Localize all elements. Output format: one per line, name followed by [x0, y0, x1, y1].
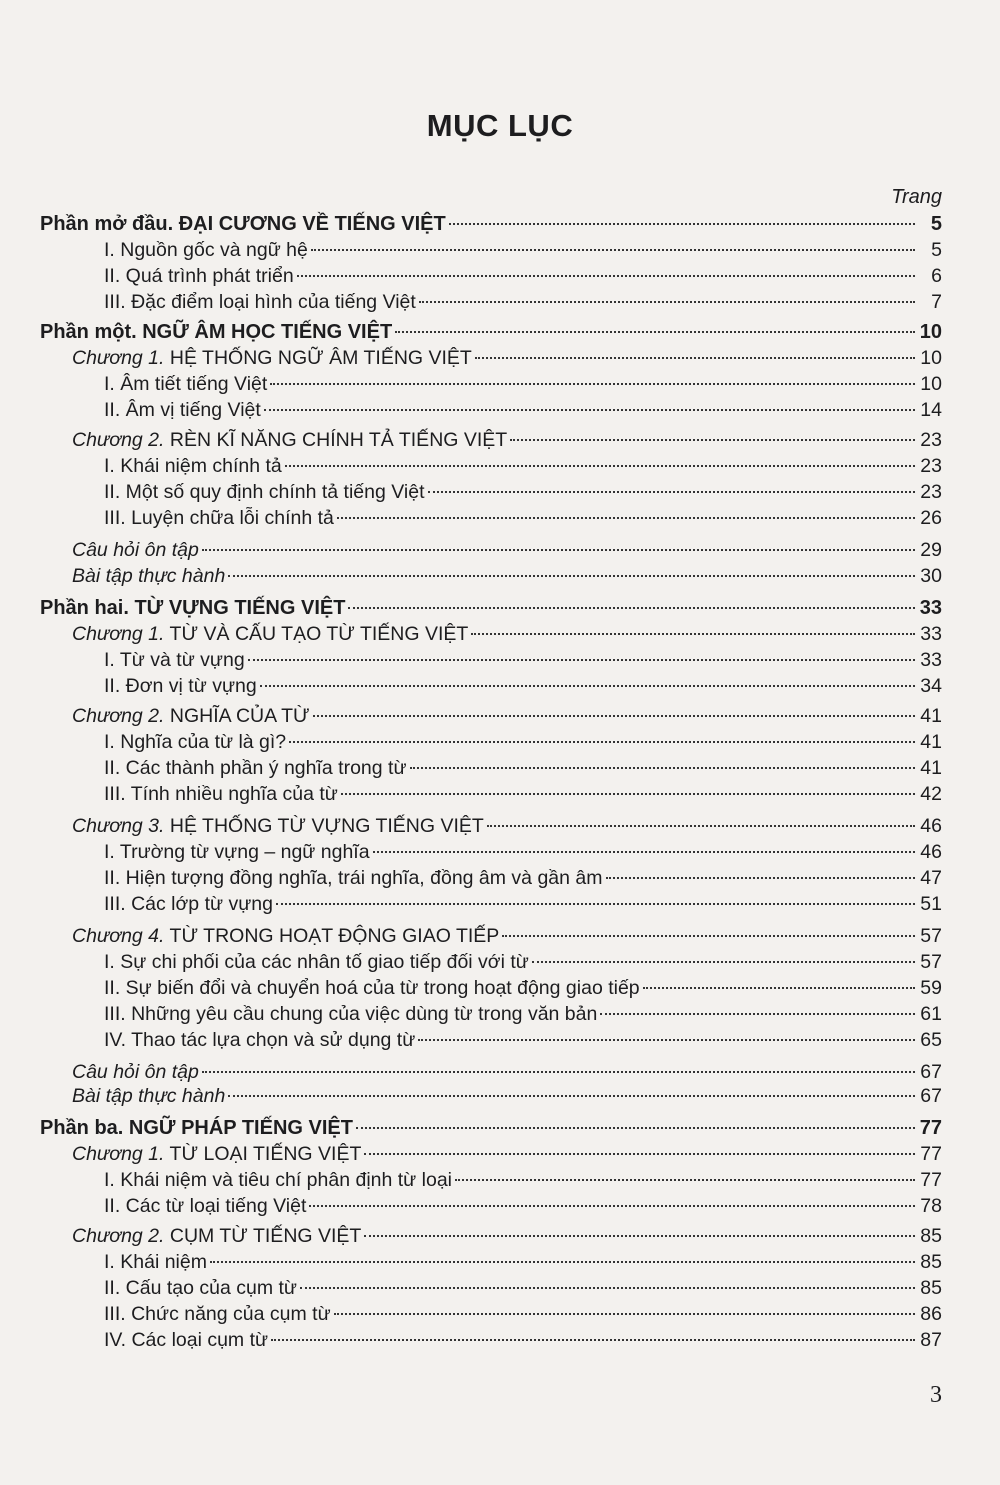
toc-entry-label: [104, 264, 294, 288]
dot-leader: [228, 574, 915, 577]
toc-chapter: [72, 622, 942, 646]
toc-entry-label: [104, 290, 416, 314]
dot-leader: [475, 356, 915, 359]
toc-entry-title: I. Từ và từ vựng: [104, 649, 245, 671]
toc-entry-title: III. Những yêu cầu chung của việc dùng từ trong văn bản: [104, 1003, 598, 1025]
toc-entry-title: RÈN KĨ NĂNG CHÍNH TẢ TIẾNG VIỆT: [169, 429, 508, 451]
dot-leader: [202, 548, 915, 551]
toc-entry-page: 77: [920, 1169, 942, 1191]
toc-entry-label: [104, 866, 603, 890]
toc-entry-page: 33: [920, 649, 942, 671]
toc-section: [104, 756, 942, 780]
toc-entry-title: II. Âm vị tiếng Việt: [104, 399, 261, 421]
toc-entry-label: [72, 704, 310, 728]
toc-entry-prefix: Chương 2.: [72, 429, 165, 451]
toc-section: [104, 1276, 942, 1300]
dot-leader: [297, 274, 915, 277]
toc-entry-title: TỪ LOẠI TIẾNG VIỆT: [169, 1143, 362, 1165]
toc-exercise: [72, 1084, 942, 1108]
toc-entry-label: [72, 428, 507, 452]
toc-entry-page: 59: [920, 977, 942, 999]
toc-entry-page: 6: [931, 265, 942, 287]
page-number: 3: [930, 1382, 942, 1408]
toc-entry-label: [72, 1084, 225, 1108]
toc-section: [104, 1194, 942, 1218]
toc-entry-page: 10: [919, 321, 942, 343]
toc-entry-prefix: Phần mở đầu.: [40, 213, 174, 235]
toc-entry-title: II. Các từ loại tiếng Việt: [104, 1195, 307, 1217]
toc-entry-label: [104, 372, 267, 396]
dot-leader: [364, 1152, 915, 1155]
toc-entry-label: [104, 1276, 297, 1300]
toc-entry-title: III. Chức năng của cụm từ: [104, 1303, 331, 1325]
toc-entry-label: [72, 346, 472, 370]
toc-entry-title: II. Một số quy định chính tả tiếng Việt: [104, 481, 425, 503]
toc-entry-page: 10: [920, 373, 942, 395]
toc-section: [104, 674, 942, 698]
dot-leader: [289, 740, 915, 743]
toc-entry-label: [104, 398, 261, 422]
toc-section: [104, 480, 942, 504]
dot-leader: [309, 1204, 915, 1207]
toc-entry-page: 65: [920, 1029, 942, 1051]
toc-chapter: [72, 1142, 942, 1166]
toc-entry-page: 42: [920, 783, 942, 805]
toc-entry-page: 23: [920, 429, 942, 451]
toc-entry-label: [72, 622, 468, 646]
toc-entry-label: [40, 320, 392, 344]
dot-leader: [334, 1312, 915, 1315]
toc-entry-prefix: Chương 2.: [72, 1225, 165, 1247]
toc-entry-title: II. Cấu tạo của cụm từ: [104, 1277, 297, 1299]
toc-entry-page: 61: [920, 1003, 942, 1025]
toc-entry-page: 77: [919, 1117, 942, 1139]
toc-entry-page: 77: [920, 1143, 942, 1165]
toc-section: [104, 1002, 942, 1026]
toc-entry-title: Câu hỏi ôn tập: [72, 539, 199, 561]
dot-leader: [373, 850, 915, 853]
toc-entry-title: IV. Thao tác lựa chọn và sử dụng từ: [104, 1029, 416, 1051]
dot-leader: [341, 792, 915, 795]
toc-section: [104, 1328, 942, 1352]
toc-part: [40, 1116, 942, 1140]
toc-entry-page: 78: [920, 1195, 942, 1217]
toc-entry-prefix: Chương 3.: [72, 815, 165, 837]
toc-part: [40, 320, 942, 344]
toc-section: [104, 648, 942, 672]
toc-entry-page: 5: [930, 213, 942, 235]
dot-leader: [487, 824, 915, 827]
dot-leader: [202, 1070, 915, 1073]
toc-entry-title: I. Nguồn gốc và ngữ hệ: [104, 239, 308, 261]
toc-entry-label: [72, 814, 484, 838]
toc-entry-page: 51: [920, 893, 942, 915]
dot-leader: [471, 632, 915, 635]
toc-entry-label: [72, 1224, 361, 1248]
toc-entry-page: 67: [920, 1061, 942, 1083]
toc-entry-label: [40, 212, 446, 236]
toc-exercise: [72, 538, 942, 562]
toc-entry-label: [72, 538, 199, 562]
toc-chapter: [72, 346, 942, 370]
toc-entry-title: NGHĨA CỦA TỪ: [169, 705, 310, 727]
toc-entry-title: IV. Các loại cụm từ: [104, 1329, 269, 1351]
dot-leader: [502, 934, 915, 937]
toc-entry-page: 23: [920, 481, 942, 503]
dot-leader: [600, 1012, 915, 1015]
toc-entry-label: [104, 1328, 268, 1352]
toc-entry-label: [104, 506, 334, 530]
toc-entry-page: 5: [931, 239, 942, 261]
page-column-header: Trang: [891, 186, 942, 208]
toc-section: [104, 264, 942, 288]
toc-entry-label: [104, 1028, 415, 1052]
dot-leader: [410, 766, 916, 769]
toc-entry-label: [104, 674, 257, 698]
toc-part: [40, 212, 942, 236]
toc-entry-title: II. Sự biến đổi và chuyển hoá của từ trong hoạt động giao tiếp: [104, 977, 640, 999]
dot-leader: [449, 222, 915, 225]
toc-entry-page: 30: [920, 565, 942, 587]
toc-entry-page: 57: [920, 925, 942, 947]
toc-entry-label: [104, 1302, 331, 1326]
toc-entry-title: I. Nghĩa của từ là gì?: [104, 731, 287, 753]
toc-entry-title: III. Luyện chữa lỗi chính tả: [104, 507, 334, 529]
toc-entry-title: I. Khái niệm và tiêu chí phân định từ loại: [104, 1169, 453, 1191]
toc-entry-page: 41: [920, 731, 942, 753]
toc-entry-label: [104, 756, 407, 780]
toc-entry-title: II. Các thành phần ý nghĩa trong từ: [104, 757, 407, 779]
toc-entry-label: [104, 480, 425, 504]
toc-entry-page: 46: [920, 841, 942, 863]
toc-entry-title: CỤM TỪ TIẾNG VIỆT: [169, 1225, 362, 1247]
dot-leader: [276, 902, 915, 905]
toc-entry-label: [104, 1194, 306, 1218]
toc-entry-title: I. Âm tiết tiếng Việt: [104, 373, 268, 395]
dot-leader: [364, 1234, 915, 1237]
toc-entry-title: Bài tập thực hành: [72, 565, 226, 587]
toc-entry-title: HỆ THỐNG TỪ VỰNG TIẾNG VIỆT: [169, 815, 484, 837]
toc-entry-label: [104, 1250, 207, 1274]
toc-entry-title: II. Hiện tượng đồng nghĩa, trái nghĩa, đồng âm và gần âm: [104, 867, 603, 889]
dot-leader: [606, 876, 916, 879]
toc-entry-prefix: Chương 4.: [72, 925, 165, 947]
toc-chapter: [72, 814, 942, 838]
dot-leader: [348, 606, 915, 609]
dot-leader: [260, 684, 915, 687]
toc-entry-title: TỪ TRONG HOẠT ĐỘNG GIAO TIẾP: [169, 925, 500, 947]
toc-entry-prefix: Phần một.: [40, 321, 137, 343]
dot-leader: [395, 330, 915, 333]
toc-section: [104, 290, 942, 314]
toc-section: [104, 372, 942, 396]
toc-entry-prefix: Chương 1.: [72, 623, 165, 645]
toc-entry-label: [104, 1002, 597, 1026]
toc-entry-title: TỪ VÀ CẤU TẠO TỪ TIẾNG VIỆT: [169, 623, 469, 645]
dot-leader: [228, 1094, 915, 1097]
toc-chapter: [72, 1224, 942, 1248]
toc-entry-label: [104, 976, 640, 1000]
toc-entry-title: II. Đơn vị từ vựng: [104, 675, 257, 697]
toc-entry-label: [104, 1168, 452, 1192]
dot-leader: [455, 1178, 915, 1181]
toc-section: [104, 1250, 942, 1274]
toc-entry-title: Bài tập thực hành: [72, 1085, 226, 1107]
toc-entry-title: NGỮ PHÁP TIẾNG VIỆT: [128, 1117, 353, 1139]
toc-entry-title: TỪ VỰNG TIẾNG VIỆT: [134, 597, 346, 619]
toc-part: [40, 596, 942, 620]
toc-entry-page: 85: [920, 1251, 942, 1273]
toc-entry-title: I. Sự chi phối của các nhân tố giao tiếp đối với từ: [104, 951, 529, 973]
toc-exercise: [72, 564, 942, 588]
toc-entry-title: Câu hỏi ôn tập: [72, 1061, 199, 1083]
toc-entry-title: ĐẠI CƯƠNG VỀ TIẾNG VIỆT: [178, 213, 446, 235]
toc-entry-page: 47: [920, 867, 942, 889]
dot-leader: [300, 1286, 915, 1289]
toc-entry-title: HỆ THỐNG NGỮ ÂM TIẾNG VIỆT: [169, 347, 472, 369]
toc-entry-label: [40, 1116, 353, 1140]
toc-entry-page: 10: [920, 347, 942, 369]
dot-leader: [418, 1038, 915, 1041]
toc-entry-title: NGỮ ÂM HỌC TIẾNG VIỆT: [142, 321, 393, 343]
toc-entry-label: [104, 892, 273, 916]
toc-section: [104, 454, 942, 478]
toc-entry-label: [104, 950, 529, 974]
toc-entry-page: 85: [920, 1277, 942, 1299]
toc-entry-page: 67: [920, 1085, 942, 1107]
toc-section: [104, 1028, 942, 1052]
toc-chapter: [72, 704, 942, 728]
toc-entry-page: 14: [920, 399, 942, 421]
toc-section: [104, 782, 942, 806]
toc-entry-page: 57: [920, 951, 942, 973]
toc-entry-title: III. Đặc điểm loại hình của tiếng Việt: [104, 291, 416, 313]
toc-entry-page: 86: [920, 1303, 942, 1325]
toc-entry-label: [72, 924, 499, 948]
toc-entry-prefix: Chương 1.: [72, 1143, 165, 1165]
dot-leader: [510, 438, 915, 441]
toc-section: [104, 976, 942, 1000]
toc-entry-page: 33: [920, 623, 942, 645]
toc-section: [104, 840, 942, 864]
toc-entry-page: 26: [920, 507, 942, 529]
toc-section: [104, 730, 942, 754]
toc-entry-title: I. Khái niệm: [104, 1251, 207, 1273]
dot-leader: [270, 382, 915, 385]
toc-entry-title: III. Các lớp từ vựng: [104, 893, 273, 915]
toc-section: [104, 1302, 942, 1326]
toc-entry-prefix: Phần ba.: [40, 1117, 124, 1139]
toc-entry-label: [104, 782, 338, 806]
dot-leader: [311, 248, 915, 251]
dot-leader: [643, 986, 915, 989]
page-title: MỤC LỤC: [426, 108, 574, 143]
toc-entry-page: 41: [920, 757, 942, 779]
toc-entry-page: 23: [920, 455, 942, 477]
dot-leader: [248, 658, 915, 661]
toc-entry-prefix: Chương 2.: [72, 705, 165, 727]
toc-section: [104, 1168, 942, 1192]
dot-leader: [285, 464, 915, 467]
dot-leader: [210, 1260, 915, 1263]
dot-leader: [532, 960, 915, 963]
toc-section: [104, 238, 942, 262]
toc-entry-prefix: Chương 1.: [72, 347, 165, 369]
toc-entry-label: [40, 596, 345, 620]
toc-section: [104, 892, 942, 916]
toc-entry-label: [104, 730, 286, 754]
toc-entry-page: 33: [919, 597, 942, 619]
toc-entry-label: [104, 454, 282, 478]
toc-entry-label: [72, 564, 225, 588]
dot-leader: [271, 1338, 915, 1341]
toc-section: [104, 950, 942, 974]
toc-entry-label: [72, 1142, 361, 1166]
toc-entry-page: 34: [920, 675, 942, 697]
dot-leader: [428, 490, 915, 493]
toc-section: [104, 866, 942, 890]
toc-entry-page: 7: [931, 291, 942, 313]
toc-entry-label: [104, 648, 245, 672]
toc-entry-page: 87: [920, 1329, 942, 1351]
dot-leader: [313, 714, 915, 717]
toc-entry-title: III. Tính nhiều nghĩa của từ: [104, 783, 338, 805]
toc-exercise: [72, 1060, 942, 1084]
toc-entry-page: 46: [920, 815, 942, 837]
toc-entry-label: [104, 238, 308, 262]
toc-entry-title: I. Trường từ vựng – ngữ nghĩa: [104, 841, 370, 863]
dot-leader: [264, 408, 915, 411]
dot-leader: [419, 300, 915, 303]
toc-section: [104, 506, 942, 530]
toc-entry-page: 41: [920, 705, 942, 727]
toc-entry-title: I. Khái niệm chính tả: [104, 455, 282, 477]
toc-entry-page: 85: [920, 1225, 942, 1247]
toc-section: [104, 398, 942, 422]
toc-entry-label: [72, 1060, 199, 1084]
toc-entry-page: 29: [920, 539, 942, 561]
toc-entry-prefix: Phần hai.: [40, 597, 129, 619]
toc-chapter: [72, 428, 942, 452]
dot-leader: [337, 516, 915, 519]
toc-entry-label: [104, 840, 370, 864]
toc-chapter: [72, 924, 942, 948]
toc-entry-title: II. Quá trình phát triển: [104, 265, 294, 287]
dot-leader: [356, 1126, 915, 1129]
